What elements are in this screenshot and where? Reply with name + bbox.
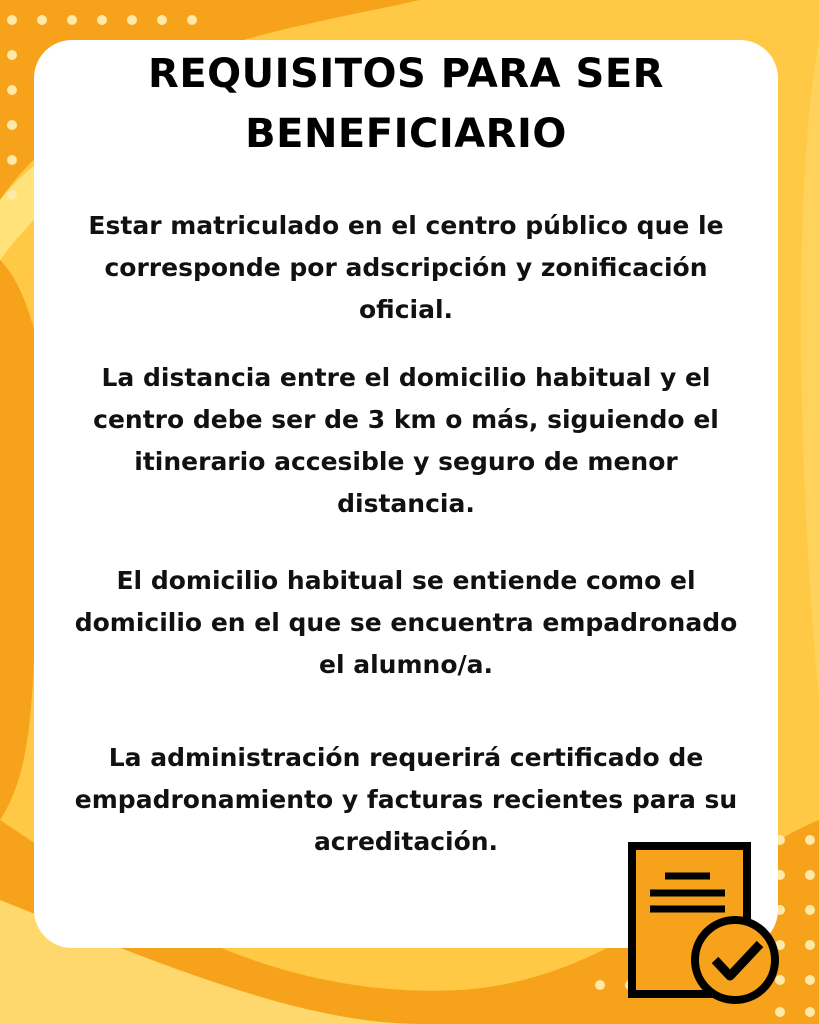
- requirement-distance: La distancia entre el domicilio habitual y el centro debe ser de 3 km o más, siguiendo el itinerario accesible y seguro de menor distancia.: [93, 363, 719, 518]
- requirement-domicile: El domicilio habitual se entiende como el domicilio en el que se encuentra empadronado el alumno/a.: [74, 566, 738, 679]
- document-check-icon: [620, 838, 790, 1008]
- page-title: REQUISITOS PARA SER BENEFICIARIO: [148, 51, 664, 157]
- requirement-documentation: La administración requerirá certificado de empadronamiento y facturas recientes para su acreditación.: [74, 743, 738, 856]
- requirement-enrollment: Estar matriculado en el centro público que le corresponde por adscripción y zonificación oficial.: [88, 211, 724, 324]
